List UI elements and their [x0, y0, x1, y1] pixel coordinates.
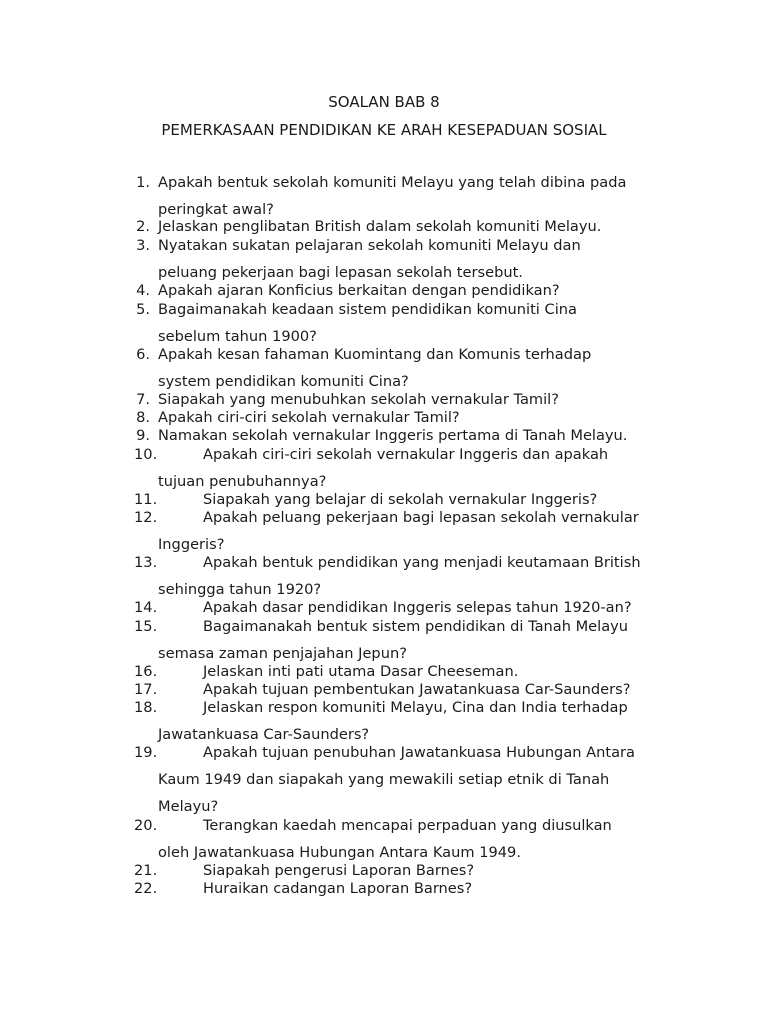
question-text-continued: oleh Jawatankuasa Hubungan Antara Kaum 1949.: [158, 844, 521, 861]
question-text: Apakah bentuk pendidikan yang menjadi keutamaan British: [203, 554, 641, 571]
question-number: 20.: [134, 817, 158, 834]
question-text-continued: tujuan penubuhannya?: [158, 473, 327, 490]
question-text: Apakah ajaran Konficius berkaitan dengan pendidikan?: [158, 282, 560, 299]
question-text: Apakah bentuk sekolah komuniti Melayu yang telah dibina pada: [158, 174, 627, 191]
question-number: 6.: [136, 346, 150, 363]
question-text: Apakah ciri-ciri sekolah vernakular Tamil?: [158, 409, 460, 426]
question-number: 2.: [136, 218, 150, 235]
question-number: 10.: [134, 446, 158, 463]
question-text: Bagaimanakah keadaan sistem pendidikan komuniti Cina: [158, 301, 577, 318]
question-number: 22.: [134, 880, 158, 897]
question-text: Jelaskan respon komuniti Melayu, Cina dan India terhadap: [203, 699, 628, 716]
question-text: Jelaskan inti pati utama Dasar Cheeseman.: [203, 663, 519, 680]
question-number: 7.: [136, 391, 150, 408]
question-text: Siapakah pengerusi Laporan Barnes?: [203, 862, 475, 879]
question-text: Apakah ciri-ciri sekolah vernakular Inggeris dan apakah: [203, 446, 609, 463]
question-number: 3.: [136, 237, 150, 254]
question-number: 12.: [134, 509, 158, 526]
question-text-continued: sebelum tahun 1900?: [158, 328, 317, 345]
question-text-continued: semasa zaman penjajahan Jepun?: [158, 645, 407, 662]
question-text: Apakah dasar pendidikan Inggeris selepas tahun 1920-an?: [203, 599, 632, 616]
question-number: 4.: [136, 282, 150, 299]
question-text: Jelaskan penglibatan British dalam sekolah komuniti Melayu.: [158, 218, 602, 235]
question-text: Apakah tujuan penubuhan Jawatankuasa Hubungan Antara: [203, 744, 635, 761]
question-number: 21.: [134, 862, 158, 879]
question-text: Siapakah yang menubuhkan sekolah vernakular Tamil?: [158, 391, 559, 408]
question-text-continued: sehingga tahun 1920?: [158, 581, 322, 598]
question-number: 1.: [136, 174, 150, 191]
question-number: 9.: [136, 427, 150, 444]
question-text: Apakah tujuan pembentukan Jawatankuasa Car-Saunders?: [203, 681, 631, 698]
question-text-continued: Kaum 1949 dan siapakah yang mewakili setiap etnik di Tanah: [158, 771, 610, 788]
question-number: 11.: [134, 491, 158, 508]
question-text: Nyatakan sukatan pelajaran sekolah komuniti Melayu dan: [158, 237, 581, 254]
question-text: Bagaimanakah bentuk sistem pendidikan di Tanah Melayu: [203, 618, 629, 635]
question-text: Huraikan cadangan Laporan Barnes?: [203, 880, 473, 897]
question-text-continued: Jawatankuasa Car-Saunders?: [158, 726, 370, 743]
question-text-continued: Melayu?: [158, 798, 219, 815]
question-text: Apakah kesan fahaman Kuomintang dan Komunis terhadap: [158, 346, 592, 363]
question-text-continued: Inggeris?: [158, 536, 225, 553]
document-subtitle: PEMERKASAAN PENDIDIKAN KE ARAH KESEPADUAN SOSIAL: [161, 121, 607, 139]
question-text-continued: peluang pekerjaan bagi lepasan sekolah tersebut.: [158, 264, 523, 281]
question-number: 8.: [136, 409, 150, 426]
question-text-continued: system pendidikan komuniti Cina?: [158, 373, 409, 390]
question-number: 5.: [136, 301, 150, 318]
question-number: 18.: [134, 699, 158, 716]
question-text: Terangkan kaedah mencapai perpaduan yang diusulkan: [203, 817, 612, 834]
question-number: 17.: [134, 681, 158, 698]
question-number: 16.: [134, 663, 158, 680]
question-number: 13.: [134, 554, 158, 571]
question-text: Apakah peluang pekerjaan bagi lepasan sekolah vernakular: [203, 509, 639, 526]
question-number: 14.: [134, 599, 158, 616]
question-number: 15.: [134, 618, 158, 635]
document-title: SOALAN BAB 8: [328, 93, 440, 111]
question-number: 19.: [134, 744, 158, 761]
question-text: Namakan sekolah vernakular Inggeris pertama di Tanah Melayu.: [158, 427, 628, 444]
question-text: Siapakah yang belajar di sekolah vernakular Inggeris?: [203, 491, 598, 508]
question-text-continued: peringkat awal?: [158, 201, 274, 218]
